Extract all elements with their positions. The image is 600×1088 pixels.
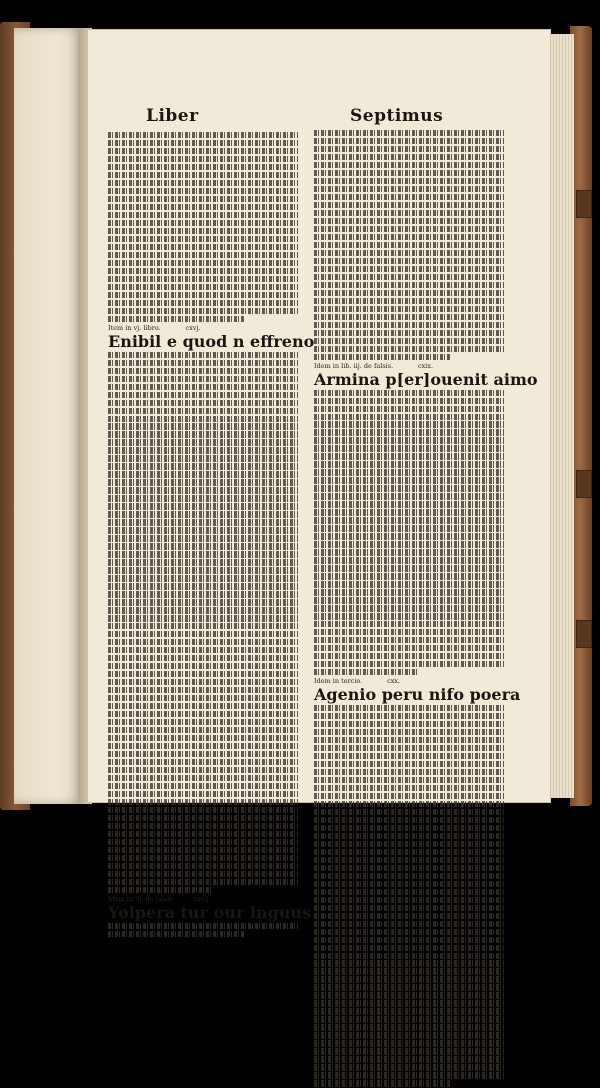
- rubric: Idem in tercio. cxx.: [314, 676, 401, 685]
- right-running-head: Septimus: [350, 106, 444, 126]
- section-heading: Enibil e quod n effreno: [108, 331, 315, 351]
- rubric: Idem in lib. iij. de falsis. cxix.: [314, 361, 434, 370]
- section-heading: Agenio peru nifo poera: [314, 684, 521, 704]
- left-page-edge: [14, 28, 82, 804]
- left-running-head: Liber: [146, 106, 199, 126]
- section-heading: Armina p[er]ouenit aimo: [314, 369, 538, 389]
- right-column: [314, 130, 538, 1088]
- rubric: Item in vj. libro. cxvj.: [108, 323, 201, 332]
- section-heading: Yolpera tur our lnguus: [108, 902, 312, 922]
- clasp-strap-top: [576, 190, 592, 218]
- page-stack-edge: [548, 34, 574, 798]
- printed-page: [88, 30, 550, 922]
- clasp-strap-middle: [576, 470, 592, 498]
- rubric: Idem in iij. de falsis cxvij.: [108, 894, 211, 903]
- clasp-strap-bottom: [576, 620, 592, 648]
